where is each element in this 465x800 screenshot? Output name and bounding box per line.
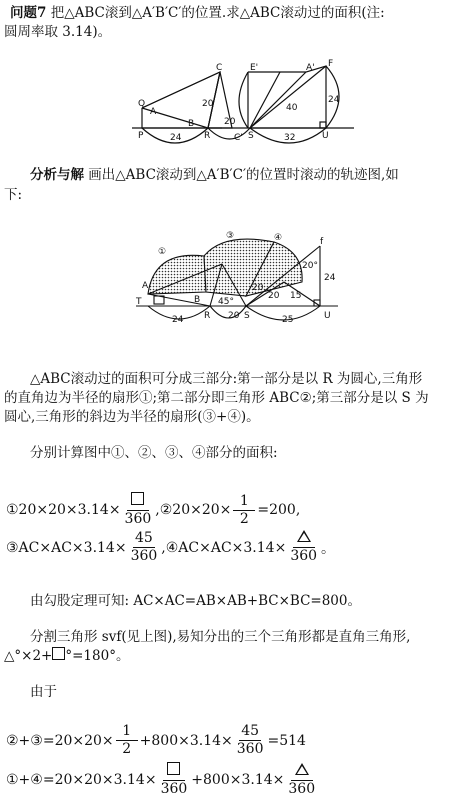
fig1-label: 24	[170, 133, 182, 143]
triangle-symbol-icon	[295, 763, 309, 775]
formula-1	[6, 492, 300, 528]
fig1-arc	[239, 72, 248, 128]
fig1-label: Q	[138, 99, 146, 109]
formula-1-frac: 360	[123, 492, 154, 528]
fig2-label: T	[136, 297, 142, 307]
fig2-label: 20	[228, 311, 240, 321]
figure-1	[130, 58, 355, 146]
fig2-label: 45°	[218, 297, 234, 307]
fig2-label: B	[194, 295, 201, 305]
fig1-right-angle	[320, 122, 326, 128]
para5-line-1: 由于	[30, 684, 57, 700]
fig1-label: F	[328, 59, 334, 69]
fig2-label: ③	[226, 231, 235, 241]
fig2-label: 15	[290, 291, 302, 301]
formula-1-part-c: =200,	[257, 502, 301, 518]
fig1-label: S	[248, 131, 254, 141]
para1-line-2: 的直角边为半径的扇形①;第二部分即三角形 ABC②;第三部分是以 S 为	[4, 390, 429, 406]
square-symbol-icon	[52, 647, 65, 660]
formula-1-part-a: ①20×20×3.14×	[6, 502, 121, 518]
fig2-label: 24	[324, 273, 336, 283]
triangle-symbol-icon	[297, 530, 311, 542]
fig2-label: 25	[282, 315, 294, 325]
para2-line-1: 分别计算图中①、②、③、④部分的面积:	[30, 445, 278, 461]
fig2-label: ①	[158, 247, 167, 257]
analysis-text-1: 画出△ABC滚动到△A′B′C′的位置时滚动的轨迹图,如	[88, 167, 399, 183]
fig1-label: C'	[234, 133, 243, 143]
square-symbol-icon	[131, 492, 144, 505]
square-symbol-icon	[167, 762, 180, 775]
problem-line-2: 圆周率取 3.14)。	[4, 24, 112, 40]
para1-line-3: 圆心,三角形的斜边为半径的扇形(③+④)。	[4, 409, 260, 425]
fig2-label: A	[142, 281, 149, 291]
fig1-label: 20	[224, 117, 236, 127]
fig1-label: A	[150, 107, 157, 117]
para1-line-1: △ABC滚动过的面积可分成三部分:第一部分是以 R 为圆心,三角形	[30, 371, 423, 387]
fig1-label: E'	[250, 63, 259, 73]
fig1-label: 24	[328, 95, 340, 105]
analysis-line-2: 下:	[4, 187, 23, 203]
fig1-label: 32	[284, 133, 296, 143]
fig1-arc	[208, 128, 250, 139]
formula-2-part-c: 。	[321, 540, 336, 557]
analysis-label: 分析与解	[30, 167, 84, 183]
formula-2-part-a: ③AC×AC×3.14×	[6, 539, 127, 556]
fig1-label: 20	[202, 99, 214, 109]
fig2-label: R	[204, 311, 211, 321]
problem-text-1: 把△ABC滚到△A′B′C′的位置.求△ABC滚动过的面积(注:	[50, 5, 385, 21]
fig2-label: 20	[252, 283, 264, 293]
fig2-label: S	[244, 311, 250, 321]
formula-2-frac: $\frac{45}{360}$	[130, 530, 158, 564]
formula-2-frac-2: 360	[288, 530, 319, 565]
figure-2	[134, 222, 339, 340]
formula-1-frac-2: $\frac{1}{2}$	[233, 493, 255, 528]
fig1-label: U	[322, 131, 329, 141]
fig2-region-1	[148, 255, 206, 294]
para3-line-1: 由勾股定理可知: AC×AC=AB×AB+BC×BC=800。	[30, 593, 361, 609]
fig1-label: C	[216, 63, 223, 73]
problem-label: 问题7	[10, 5, 47, 21]
formula-2-part-b: ,④AC×AC×3.14×	[161, 539, 287, 556]
para4-line-2: △°×2+ °=180°。	[4, 648, 130, 664]
fig2-label: 20	[268, 291, 280, 301]
problem-line-1	[10, 4, 385, 22]
fig2-label: U	[324, 311, 331, 321]
fig1-label: P	[138, 131, 144, 141]
formula-2	[6, 530, 335, 565]
formula-4: ①+④=20×20×3.14× 360 +800×3.14× 360	[6, 762, 319, 798]
fig2-label: 20°	[302, 261, 318, 271]
fig2-label: f	[320, 237, 324, 247]
analysis-line-1	[30, 166, 399, 184]
fig1-edge	[250, 66, 326, 128]
formula-1-part-b: ,②20×20×	[155, 502, 232, 518]
fig1-label: 40	[286, 103, 298, 113]
fig1-edge	[250, 72, 280, 128]
fig2-label: ④	[274, 233, 283, 243]
fig1-label: A'	[306, 63, 315, 73]
para4-line-1: 分割三角形 svf(见上图),易知分出的三个三角形都是直角三角形,	[30, 629, 411, 645]
formula-3: ②+③=20×20× $\frac{1}{2}$ +800×3.14× $\frac{45}{360}$ =514	[6, 723, 306, 757]
fig1-label: B	[188, 119, 195, 129]
fig2-label: 24	[172, 315, 184, 325]
fig1-label: R	[204, 131, 211, 141]
